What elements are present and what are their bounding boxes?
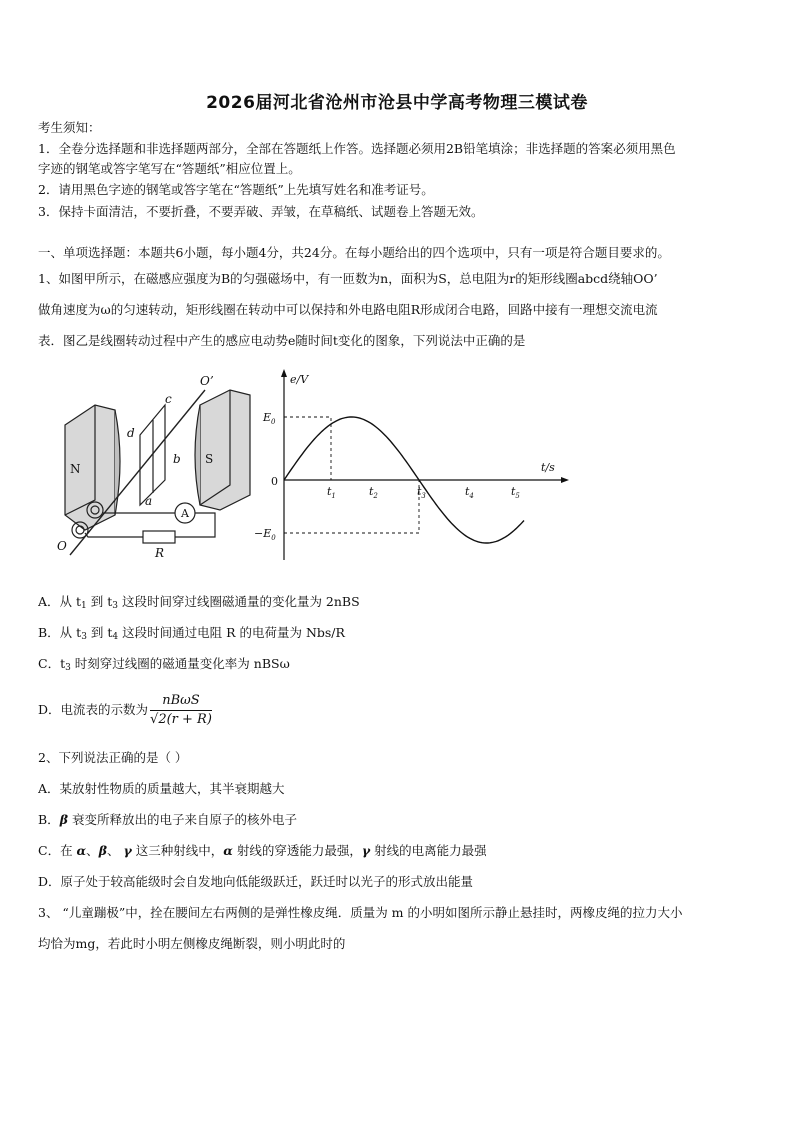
et-graph: [281, 369, 569, 560]
q2-option-d[interactable]: D．原子处于较高能级时会自发地向低能级跃迁，跃迁时以光子的形式放出能量: [38, 874, 474, 889]
q2-stem: 2、下列说法正确的是（ ）: [38, 750, 188, 765]
label-n: N: [70, 462, 81, 476]
q1-stem-line-2: 做角速度为ω的匀速转动，矩形线圈在转动中可以保持和外电路电阻R形成闭合电路，回路中接有一理想交流电流: [38, 302, 658, 317]
notice-item-3: 3．保持卡面清洁，不要折叠，不要弄破、弄皱，在草稿纸、试题卷上答题无效。: [38, 204, 484, 219]
notice-heading: 考生须知：: [38, 120, 101, 135]
label-d: d: [127, 426, 135, 440]
tick-t4: $t_4$: [465, 485, 474, 500]
q1-figure: [55, 365, 575, 565]
magnet-s-body: [200, 390, 250, 510]
page-title: 2026届河北省沧州市沧县中学高考物理三模试卷: [206, 93, 588, 113]
label-r: R: [155, 546, 165, 560]
generator-diagram: [65, 390, 250, 555]
fraction: $\frac{\text{nBωS}}{√2(r + R)}$: [150, 693, 212, 727]
resistor: [143, 531, 175, 543]
label-o-prime: O’: [200, 374, 214, 388]
tick-t2: $t_2$: [369, 485, 378, 500]
graph-y-arrow: [281, 369, 287, 377]
notice-item-1-cont: 字迹的钢笔或答字笔写在“答题纸”相应位置上。: [38, 161, 301, 176]
q2-option-b[interactable]: B．β 衰变所释放出的电子来自原子的核外电子: [38, 812, 297, 827]
tick-t3: $t_3$: [417, 485, 426, 500]
section-heading: 一、单项选择题：本题共6小题，每小题4分，共24分。在每小题给出的四个选项中，只有一项是符合题目要求的。: [38, 245, 670, 260]
graph-y-label: e/V: [290, 373, 309, 386]
label-c: c: [165, 392, 172, 406]
label-ammeter: A: [181, 507, 189, 520]
tick-t1: $t_1$: [327, 485, 336, 500]
q2-option-c[interactable]: C．在 α、β、 γ 这三种射线中，α 射线的穿透能力最强，γ 射线的电离能力最强: [38, 843, 487, 858]
q1-stem-line-1: 1、如图甲所示，在磁感应强度为B的匀强磁场中，有一匝数为n，面积为S，总电阻为r的矩形线圈abcd绕轴OO’: [38, 271, 658, 286]
label-a: a: [145, 494, 153, 508]
neg-e0-guide: [284, 480, 419, 533]
tick-t5: $t_5$: [511, 485, 520, 500]
q1-option-d[interactable]: D．电流表的示数为 $\frac{\text{nBωS}}{√2(r + R)}$: [38, 693, 212, 727]
graph-x-arrow: [561, 477, 569, 483]
q1-option-c[interactable]: C．$t_3$ 时刻穿过线圈的磁通量变化率为 nBSω: [38, 656, 290, 673]
notice-item-1: 1．全卷分选择题和非选择题两部分，全部在答题纸上作答。选择题必须用2B铅笔填涂；非选择题的答案必须用黑色: [38, 141, 676, 156]
graph-neg-e0: $-E_0$: [254, 527, 276, 542]
graph-origin: 0: [271, 475, 278, 488]
label-o: O: [57, 539, 67, 553]
q1-option-b[interactable]: B．从 $t_3$ 到 $t_4$ 这段时间通过电阻 R 的电荷量为 Nbs/R: [38, 625, 345, 642]
q3-stem-line-2: 均恰为mg，若此时小明左侧橡皮绳断裂，则小明此时的: [38, 936, 346, 951]
q3-stem-line-1: 3、 “儿童蹦极”中，拴在腰间左右两侧的是弹性橡皮绳．质量为 m 的小明如图所示静止悬挂时，两橡皮绳的拉力大小: [38, 905, 683, 920]
q1-stem-line-3: 表．图乙是线圈转动过程中产生的感应电动势e随时间t变化的图象，下列说法中正确的是: [38, 333, 526, 348]
label-s: S: [205, 452, 214, 466]
graph-e0: $E_0$: [263, 411, 276, 426]
q2-option-a[interactable]: A．某放射性物质的质量越大，其半衰期越大: [38, 781, 285, 796]
q1-option-a[interactable]: A．从 $t_1$ 到 $t_3$ 这段时间穿过线圈磁通量的变化量为 2nBS: [38, 594, 360, 611]
graph-x-label: t/s: [541, 461, 555, 474]
notice-item-2: 2．请用黑色字迹的钢笔或答字笔在“答题纸”上先填写姓名和准考证号。: [38, 182, 434, 197]
label-b: b: [173, 452, 181, 466]
